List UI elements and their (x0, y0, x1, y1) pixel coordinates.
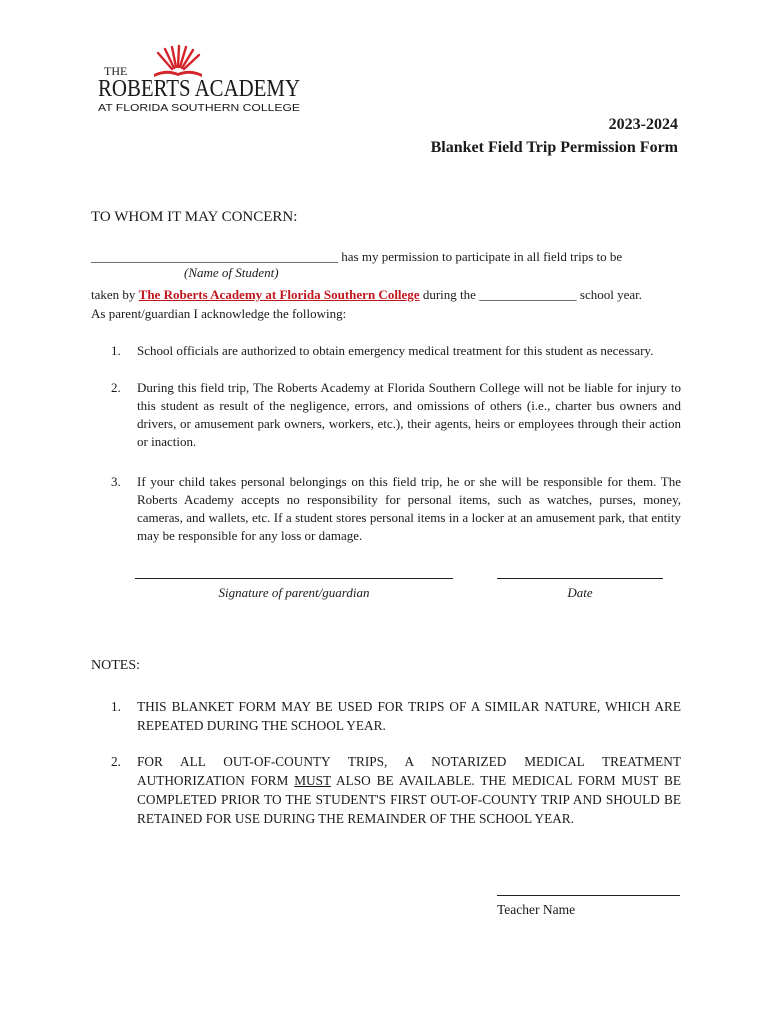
note-item: 1. THIS BLANKET FORM MAY BE USED FOR TRIPS OF A SIMILAR NATURE, WHICH ARE REPEATED DURING THE SCHOOL YEAR. (111, 699, 681, 733)
student-name-caption: (Name of Student) (184, 265, 279, 280)
school-name: The Roberts Academy at Florida Southern College (138, 287, 420, 302)
student-name-blank[interactable]: ______________________________________ (91, 249, 338, 264)
teacher-name-label: Teacher Name (497, 902, 576, 917)
note-item: 2. FOR ALL OUT-OF-COUNTY TRIPS, A NOTARIZED MEDICAL TREATMENT AUTHORIZATION FORM MUST ALSO BE AVAILABLE. THE MEDICAL FORM MUST BE COMPLETED PRIOR TO THE STUDENT'S FIRST OUT-OF-COUNTY TRIP AND SHOULD BE RETAINED FOR USE DURING THE REMAINDER OF THE SCHOOL YEAR. (111, 754, 681, 826)
list-item: 2. During this field trip, The Roberts Academy at Florida Southern College will not be liable for injury to this student as result of the negligence, errors, and omissions of others (i.e., charter bus owners and drivers, or amusement park owners, workers, etc.), their agents, heirs or employees through their action or inaction. (111, 380, 681, 449)
school-year-line: taken by The Roberts Academy at Florida Southern College during the _______________ school year. (91, 287, 642, 302)
list-item: 1. School officials are authorized to obtain emergency medical treatment for this student as necessary. (111, 343, 654, 358)
date-label: Date (567, 585, 593, 600)
school-year-blank[interactable]: _______________ (479, 287, 577, 302)
svg-text:THE: THE (104, 64, 128, 78)
salutation: TO WHOM IT MAY CONCERN: (91, 209, 298, 225)
date-line[interactable] (497, 578, 663, 579)
book-logo-icon (96, 44, 306, 116)
notes-heading: NOTES: (91, 658, 140, 673)
student-name-line: ______________________________________ has my permission to participate in all field trips to be (91, 249, 623, 264)
form-title: Blanket Field Trip Permission Form (430, 139, 678, 156)
parent-signature-line[interactable] (135, 578, 453, 579)
acknowledgement-intro: As parent/guardian I acknowledge the following: (91, 306, 347, 321)
school-year: 2023-2024 (608, 116, 678, 133)
parent-signature-label: Signature of parent/guardian (218, 585, 370, 600)
svg-text:ROBERTS ACADEMY: ROBERTS ACADEMY (98, 76, 300, 102)
emphasis-must: MUST (294, 773, 331, 788)
school-logo (96, 44, 306, 116)
list-item: 3. If your child takes personal belongings on this field trip, he or she will be responsible for them. The Roberts Academy accepts no responsibility for personal items, such as watches, purses, money, cameras, and wallets, etc. If a student stores personal items in a locker at an amusement park, that entity may be responsible for any loss or damage. (111, 474, 681, 543)
teacher-name-line[interactable] (497, 895, 680, 896)
svg-text:AT FLORIDA SOUTHERN COLLEGE: AT FLORIDA SOUTHERN COLLEGE (98, 102, 300, 114)
